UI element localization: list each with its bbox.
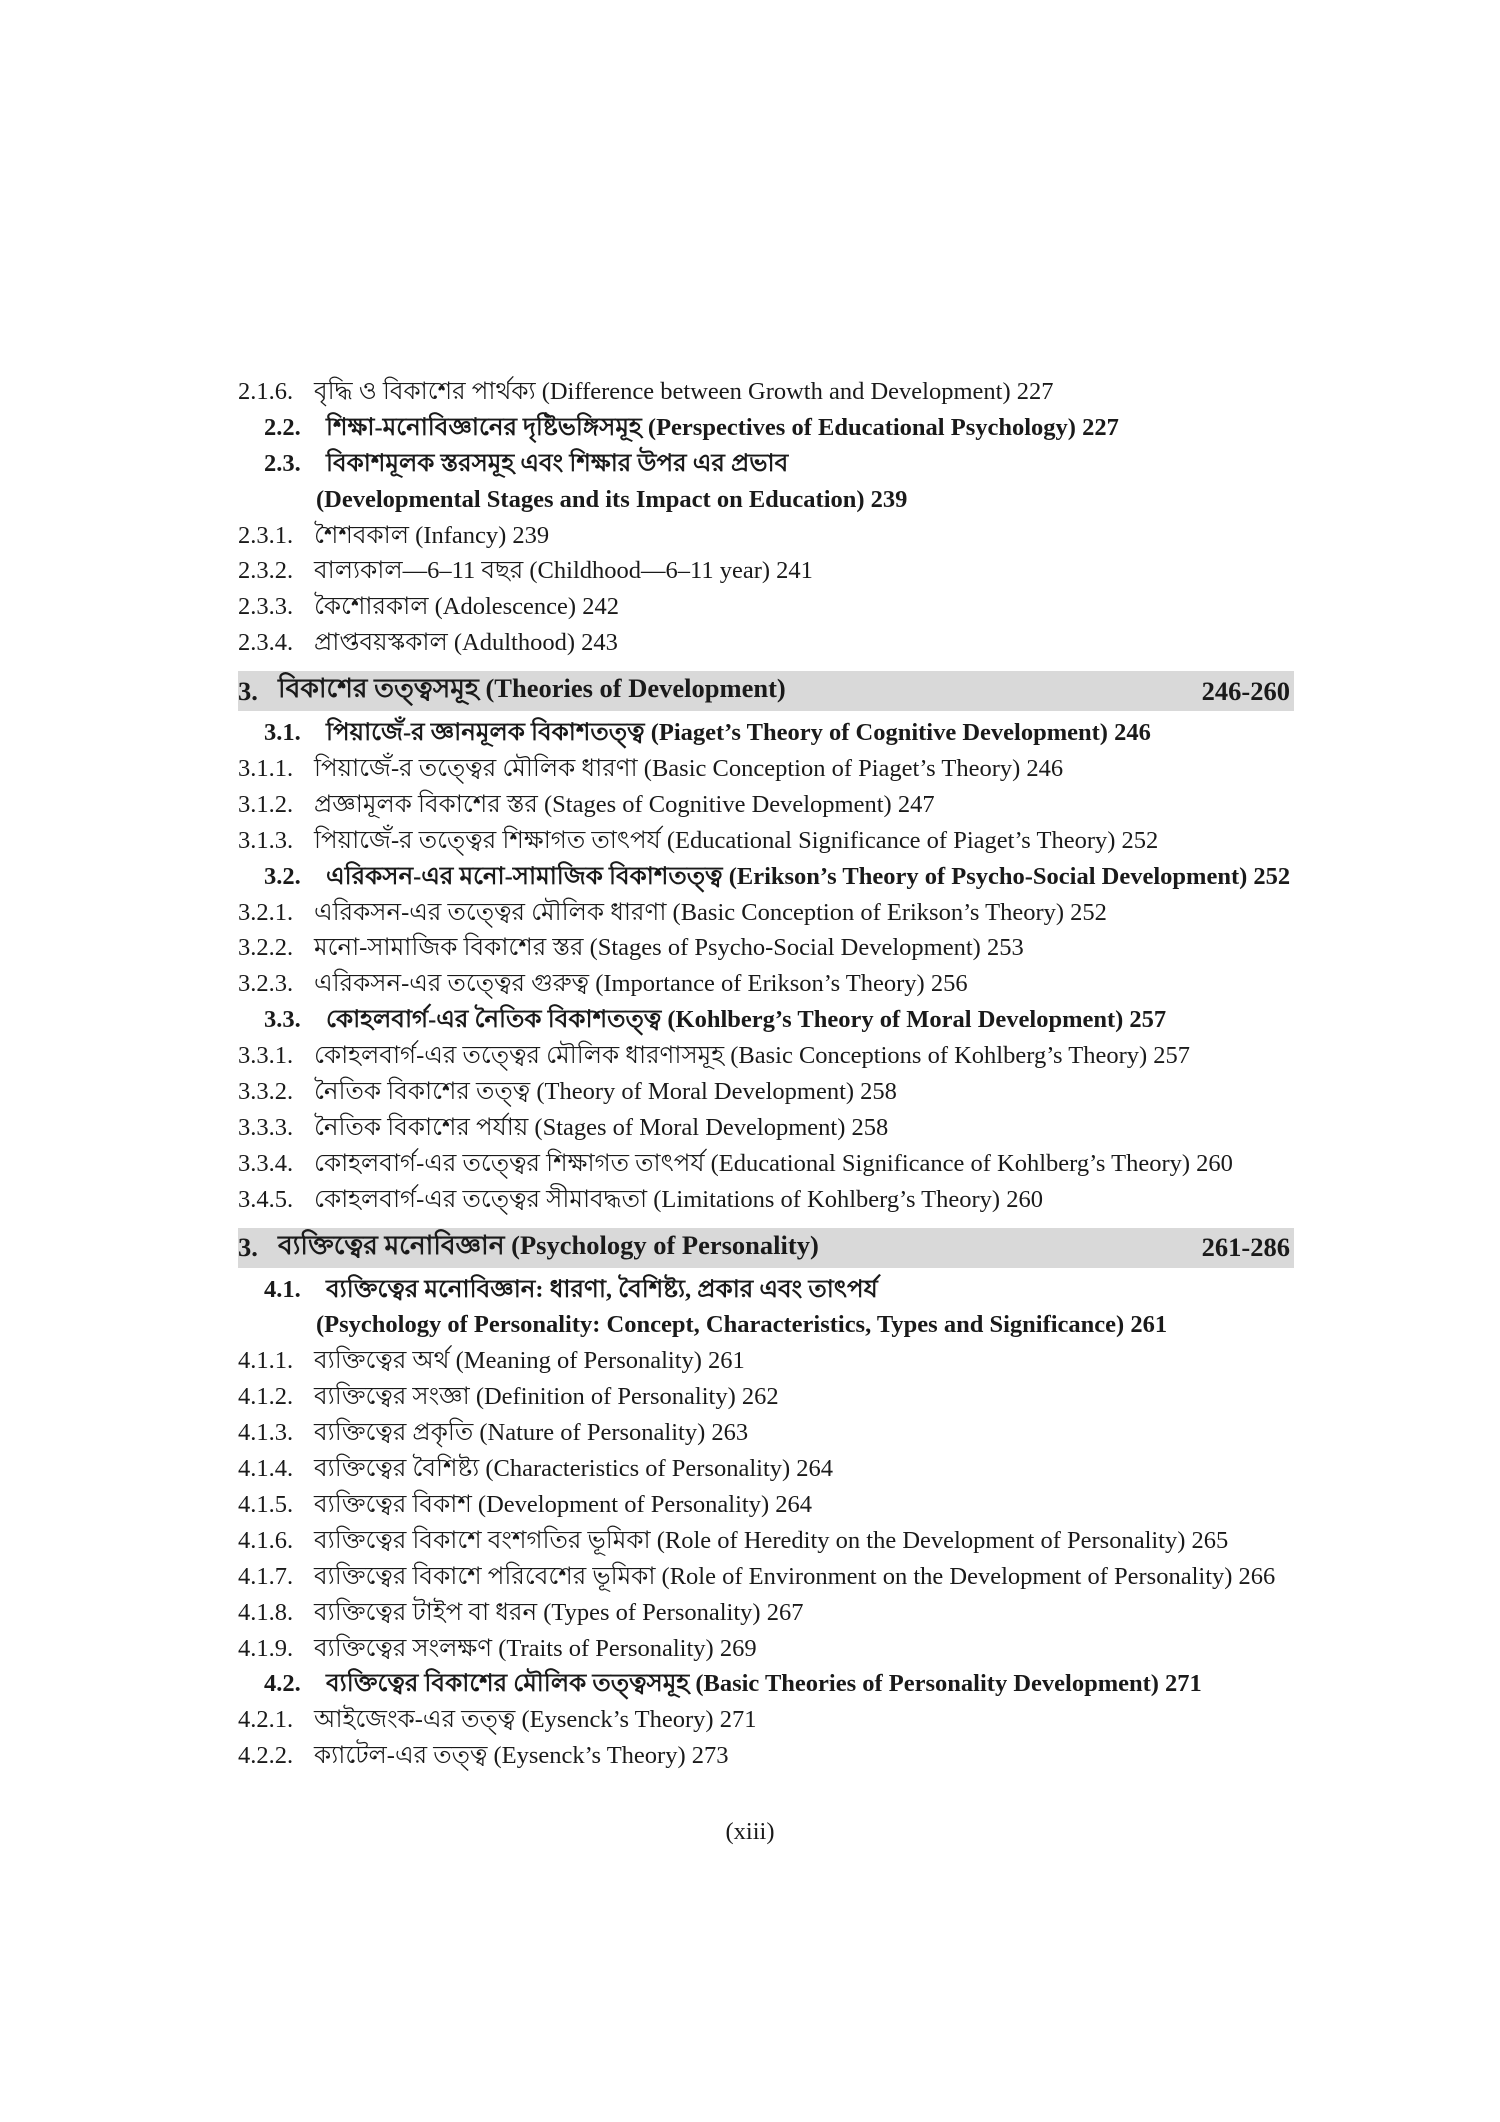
entry-number: 3.4.5. <box>238 1185 294 1213</box>
entry-text: ব্যক্তিত্বের প্রকৃতি (Nature of Personality) 263 <box>314 1419 749 1447</box>
entry-text: মনো-সামাজিক বিকাশের স্তর (Stages of Psycho-Social Development) 253 <box>314 934 1024 962</box>
toc-entry <box>238 1702 1294 1738</box>
toc-entry <box>238 1595 1294 1631</box>
entry-text: ব্যক্তিত্বের অর্থ (Meaning of Personality) 261 <box>314 1347 745 1375</box>
toc-group-section-4 <box>238 1272 1294 1774</box>
toc-entry <box>238 1074 1294 1110</box>
entry-text: পিয়াজেঁ-র তত্ত্বের শিক্ষাগত তাৎপর্য (Educational Significance of Piaget’s Theory) 252 <box>314 826 1159 854</box>
entry-text: প্রাপ্তবয়স্ককাল (Adulthood) 243 <box>314 629 618 657</box>
toc-entry <box>238 1038 1294 1074</box>
entry-number: 4.1.3. <box>238 1419 294 1447</box>
toc-heading-entry <box>238 715 1294 751</box>
toc-entry <box>238 1182 1294 1218</box>
section-header-band <box>238 1228 1294 1268</box>
entry-text: ক্যাটেল-এর তত্ত্ব (Eysenck’s Theory) 273 <box>314 1742 729 1770</box>
entry-text: (Psychology of Personality: Concept, Characteristics, Types and Significance) 261 <box>316 1311 1168 1339</box>
entry-number: 4.1.8. <box>238 1598 294 1626</box>
entry-text: কোহলবার্গ-এর তত্ত্বের মৌলিক ধারণাসমূহ (Basic Conceptions of Kohlberg’s Theory) 257 <box>314 1042 1191 1070</box>
entry-number: 3.1. <box>264 719 301 747</box>
entry-number: 4.1.4. <box>238 1455 294 1483</box>
section-header-band <box>238 671 1294 711</box>
toc-entry <box>238 966 1294 1002</box>
toc-entry <box>238 1110 1294 1146</box>
entry-text: এরিকসন-এর তত্ত্বের মৌলিক ধারণা (Basic Conception of Erikson’s Theory) 252 <box>314 898 1107 926</box>
entry-number: 3.3.3. <box>238 1113 294 1141</box>
entry-number: 3.2.3. <box>238 970 294 998</box>
entry-number: 4.1.2. <box>238 1383 294 1411</box>
entry-number: 4.1. <box>264 1275 301 1303</box>
entry-number: 3.3.4. <box>238 1149 294 1177</box>
entry-number: 3.3. <box>264 1006 301 1034</box>
entry-number: 4.1.5. <box>238 1490 294 1518</box>
toc-heading-entry <box>238 446 1294 482</box>
section-number: 3. <box>238 1232 258 1263</box>
entry-number: 2.3. <box>264 449 301 477</box>
entry-text: এরিকসন-এর মনো-সামাজিক বিকাশতত্ত্ব (Erikson’s Theory of Psycho-Social Development) 252 <box>326 862 1291 890</box>
entry-text: কোহলবার্গ-এর তত্ত্বের শিক্ষাগত তাৎপর্য (Educational Significance of Kohlberg’s Theory) 260 <box>314 1149 1233 1177</box>
entry-text: আইজেংক-এর তত্ত্ব (Eysenck’s Theory) 271 <box>314 1706 757 1734</box>
entry-number: 4.2. <box>264 1670 301 1698</box>
entry-text: ব্যক্তিত্বের মনোবিজ্ঞান: ধারণা, বৈশিষ্ট্য, প্রকার এবং তাৎপর্য <box>326 1275 878 1303</box>
toc-entry <box>238 1451 1294 1487</box>
section-page-range: 246-260 <box>1201 675 1290 706</box>
entry-text: নৈতিক বিকাশের পর্যায় (Stages of Moral Development) 258 <box>314 1113 889 1141</box>
toc-group-section-3 <box>238 715 1294 1217</box>
entry-text: ব্যক্তিত্বের বিকাশ (Development of Personality) 264 <box>314 1490 813 1518</box>
toc-entry <box>238 625 1294 661</box>
entry-text: বাল্যকাল—6–11 বছর (Childhood—6–11 year) 241 <box>314 557 813 585</box>
entry-number: 4.2.1. <box>238 1706 294 1734</box>
entry-number: 4.1.1. <box>238 1347 294 1375</box>
toc-entry <box>238 1559 1294 1595</box>
entry-text: শিক্ষা-মনোবিজ্ঞানের দৃষ্টিভঙ্গিসমূহ (Perspectives of Educational Psychology) 227 <box>326 413 1119 441</box>
entry-number: 4.2.2. <box>238 1742 294 1770</box>
entry-text: পিয়াজেঁ-র জ্ঞানমূলক বিকাশতত্ত্ব (Piaget’s Theory of Cognitive Development) 246 <box>326 719 1151 747</box>
section-number: 3. <box>238 675 258 706</box>
page-number: (xiii) <box>725 1818 775 1845</box>
entry-text: ব্যক্তিত্বের টাইপ বা ধরন (Types of Personality) 267 <box>314 1598 804 1626</box>
entry-number: 2.3.1. <box>238 521 294 549</box>
entry-text: কৈশোরকাল (Adolescence) 242 <box>314 593 619 621</box>
entry-text: ব্যক্তিত্বের সংজ্ঞা (Definition of Personality) 262 <box>314 1383 779 1411</box>
section-page-range: 261-286 <box>1201 1232 1290 1263</box>
entry-number: 2.2. <box>264 413 301 441</box>
toc-content <box>238 374 1294 1774</box>
entry-number: 2.3.4. <box>238 629 294 657</box>
entry-text: ব্যক্তিত্বের বৈশিষ্ট্য (Characteristics of Personality) 264 <box>314 1455 834 1483</box>
entry-number: 3.3.2. <box>238 1078 294 1106</box>
entry-text: ব্যক্তিত্বের সংলক্ষণ (Traits of Personality) 269 <box>314 1634 757 1662</box>
toc-entry <box>238 823 1294 859</box>
section-title: ব্যক্তিত্বের মনোবিজ্ঞান (Psychology of Personality) <box>278 1229 819 1260</box>
entry-text: কোহলবার্গ-এর নৈতিক বিকাশতত্ত্ব (Kohlberg’s Theory of Moral Development) 257 <box>326 1006 1167 1034</box>
entry-text: ব্যক্তিত্বের বিকাশের মৌলিক তত্ত্বসমূহ (Basic Theories of Personality Development) 271 <box>326 1670 1202 1698</box>
toc-entry <box>238 787 1294 823</box>
toc-entry <box>238 1523 1294 1559</box>
entry-number: 3.2.2. <box>238 934 294 962</box>
toc-entry <box>238 895 1294 931</box>
entry-text: ব্যক্তিত্বের বিকাশে বংশগতির ভূমিকা (Role of Heredity on the Development of Personality) 265 <box>314 1526 1229 1554</box>
entry-number: 3.2.1. <box>238 898 294 926</box>
toc-continuation-line <box>238 1307 1294 1343</box>
entry-text: পিয়াজেঁ-র তত্ত্বের মৌলিক ধারণা (Basic Conception of Piaget’s Theory) 246 <box>314 755 1064 783</box>
toc-entry <box>238 553 1294 589</box>
toc-continuation-line <box>238 482 1294 518</box>
toc-heading-entry <box>238 410 1294 446</box>
entry-number: 4.1.7. <box>238 1562 294 1590</box>
toc-entry <box>238 1415 1294 1451</box>
toc-entry <box>238 1146 1294 1182</box>
section-title: বিকাশের তত্ত্বসমূহ (Theories of Development) <box>278 673 786 704</box>
entry-number: 3.1.3. <box>238 826 294 854</box>
toc-group-section-2 <box>238 374 1294 661</box>
entry-text: প্রজ্ঞামূলক বিকাশের স্তর (Stages of Cognitive Development) 247 <box>314 790 935 818</box>
entry-text: শৈশবকাল (Infancy) 239 <box>314 521 550 549</box>
entry-text: ব্যক্তিত্বের বিকাশে পরিবেশের ভূমিকা (Role of Environment on the Development of Personality) 266 <box>314 1562 1276 1590</box>
entry-text: (Developmental Stages and its Impact on Education) 239 <box>316 485 908 513</box>
toc-heading-entry <box>238 1002 1294 1038</box>
toc-entry <box>238 1631 1294 1667</box>
entry-number: 2.3.3. <box>238 593 294 621</box>
entry-number: 3.3.1. <box>238 1042 294 1070</box>
toc-heading-entry <box>238 1272 1294 1308</box>
toc-entry <box>238 518 1294 554</box>
toc-entry <box>238 930 1294 966</box>
entry-number: 2.1.6. <box>238 378 294 405</box>
toc-entry <box>238 1379 1294 1415</box>
toc-entry <box>238 1487 1294 1523</box>
toc-entry <box>238 751 1294 787</box>
toc-entry <box>238 1738 1294 1774</box>
toc-heading-entry <box>238 1666 1294 1702</box>
entry-text: বৃদ্ধি ও বিকাশের পার্থক্য (Difference between Growth and Development) 227 <box>314 378 1054 405</box>
entry-text: কোহলবার্গ-এর তত্ত্বের সীমাবদ্ধতা (Limitations of Kohlberg’s Theory) 260 <box>314 1185 1043 1213</box>
entry-number: 2.3.2. <box>238 557 294 585</box>
entry-number: 4.1.9. <box>238 1634 294 1662</box>
toc-entry <box>238 589 1294 625</box>
entry-number: 4.1.6. <box>238 1526 294 1554</box>
entry-number: 3.1.1. <box>238 755 294 783</box>
toc-entry <box>238 1343 1294 1379</box>
entry-text: এরিকসন-এর তত্ত্বের গুরুত্ব (Importance of Erikson’s Theory) 256 <box>314 970 968 998</box>
entry-text: বিকাশমূলক স্তরসমূহ এবং শিক্ষার উপর এর প্রভাব <box>326 449 789 477</box>
entry-number: 3.2. <box>264 862 301 890</box>
entry-text: নৈতিক বিকাশের তত্ত্ব (Theory of Moral Development) 258 <box>314 1078 897 1106</box>
entry-number: 3.1.2. <box>238 790 294 818</box>
toc-heading-entry <box>238 859 1294 895</box>
toc-entry <box>238 374 1294 410</box>
